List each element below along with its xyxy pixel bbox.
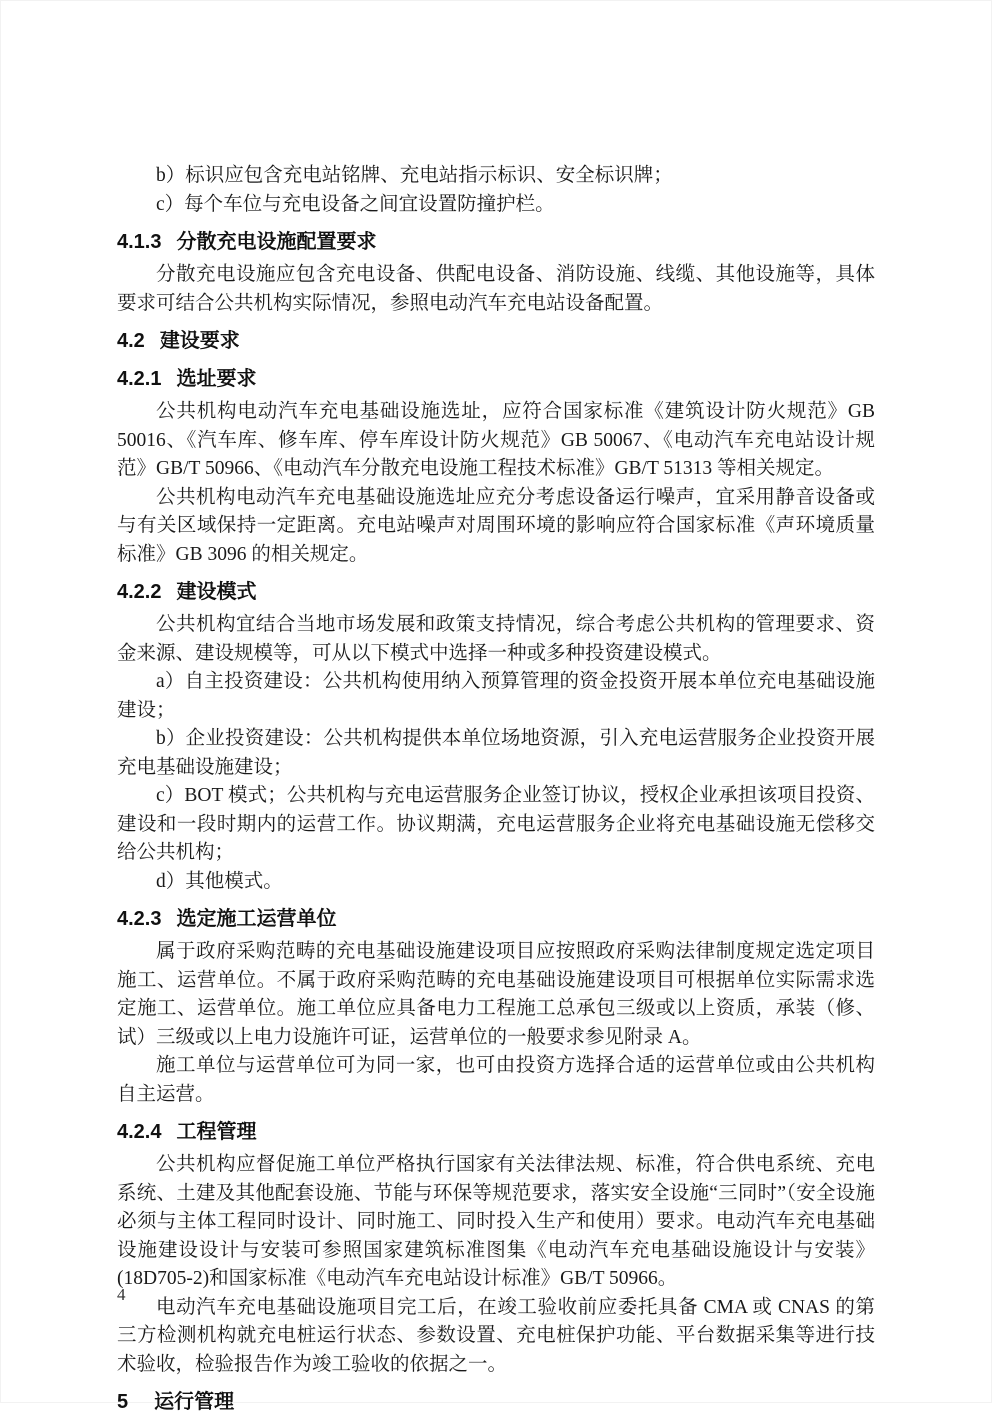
section-number: 5 [117,1391,129,1413]
section-title: 选址要求 [176,368,257,390]
paragraph: 分散充电设施应包含充电设备、供配电设备、消防设施、线缆、其他设施等，具体要求可结合公共机构实际情况，参照电动汽车充电站设备配置。 [117,264,875,314]
page-number: 4 [117,1285,126,1304]
list-item: a）自主投资建设：公共机构使用纳入预算管理的资金投资开展本单位充电基础设施建设； [117,671,875,721]
section-heading-4-2-4 [117,1117,875,1147]
paragraph: 公共机构宜结合当地市场发展和政策支持情况，综合考虑公共机构的管理要求、资金来源、建设规模等，可从以下模式中选择一种或多种投资建设模式。 [117,614,875,664]
section-title: 建设模式 [176,581,257,603]
paragraph: 公共机构应督促施工单位严格执行国家有关法律法规、标准，符合供电系统、充电系统、土建及其他配套设施、节能与环保等规范要求，落实安全设施“三同时”（安全设施必须与主体工程同时设计、同时施工、同时投入生产和使用）要求。电动汽车充电基础设施建设设计与安装可参照国家建筑标准图集《电动汽车充电基础设施设计与安装》(18D705-2)和国家标准《电动汽车充电站设计标准》GB/T 50966。 [117,1154,875,1289]
section-number: 4.1.3 [117,231,162,253]
section-heading-4-2 [117,326,875,356]
list-item: b）企业投资建设：公共机构提供本单位场地资源，引入充电运营服务企业投资开展充电基础设施建设； [117,728,875,778]
section-heading-4-1-3 [117,227,875,257]
section-heading-4-2-2 [117,577,875,607]
section-title: 运行管理 [154,1391,235,1413]
document-body [117,162,875,1421]
section-heading-4-2-3 [117,904,875,934]
section-number: 4.2.1 [117,368,162,390]
paragraph: 公共机构电动汽车充电基础设施选址，应符合国家标准《建筑设计防火规范》GB 50016、《汽车库、修车库、停车库设计防火规范》GB 50067、《电动汽车充电站设计规范》GB/T 50966、《电动汽车分散充电设施工程技术标准》GB/T 51313 等相关规定。 [117,401,875,479]
section-title: 分散充电设施配置要求 [176,231,377,253]
list-item: c）每个车位与充电设备之间宜设置防撞护栏。 [156,193,555,215]
paragraph: 公共机构电动汽车充电基础设施选址应充分考虑设备运行噪声，宜采用静音设备或与有关区域保持一定距离。充电站噪声对周围环境的影响应符合国家标准《声环境质量标准》GB 3096 的相关规定。 [117,486,875,565]
list-item: c）BOT 模式；公共机构与充电运营服务企业签订协议，授权企业承担该项目投资、建设和一段时期内的运营工作。协议期满，充电运营服务企业将充电基础设施无偿移交给公共机构； [117,785,875,863]
paragraph: 施工单位与运营单位可为同一家，也可由投资方选择合适的运营单位或由公共机构自主运营。 [117,1055,875,1105]
section-title: 选定施工运营单位 [176,908,337,930]
section-title: 建设要求 [159,330,240,352]
list-item: b）标识应包含充电站铭牌、充电站指示标识、安全标识牌； [156,165,673,186]
section-number: 4.2.4 [117,1121,162,1143]
section-number: 4.2 [117,330,145,352]
paragraph: 电动汽车充电基础设施项目完工后，在竣工验收前应委托具备 CMA 或 CNAS 的第三方检测机构就充电桩运行状态、参数设置、充电桩保护功能、平台数据采集等进行技术验收，检验报告作为竣工验收的依据之一。 [117,1296,875,1375]
paragraph: 属于政府采购范畴的充电基础设施建设项目应按照政府采购法律制度规定选定项目施工、运营单位。不属于政府采购范畴的充电基础设施建设项目可根据单位实际需求选定施工、运营单位。施工单位应具备电力工程施工总承包三级或以上资质，承装（修、试）三级或以上电力设施许可证，运营单位的一般要求参见附录 A。 [117,941,875,1048]
list-item: d）其他模式。 [156,870,283,892]
section-heading-4-2-1 [117,364,875,394]
section-number: 4.2.3 [117,908,162,930]
section-title: 工程管理 [176,1121,257,1143]
section-heading-5 [117,1387,875,1417]
section-number: 4.2.2 [117,581,162,603]
